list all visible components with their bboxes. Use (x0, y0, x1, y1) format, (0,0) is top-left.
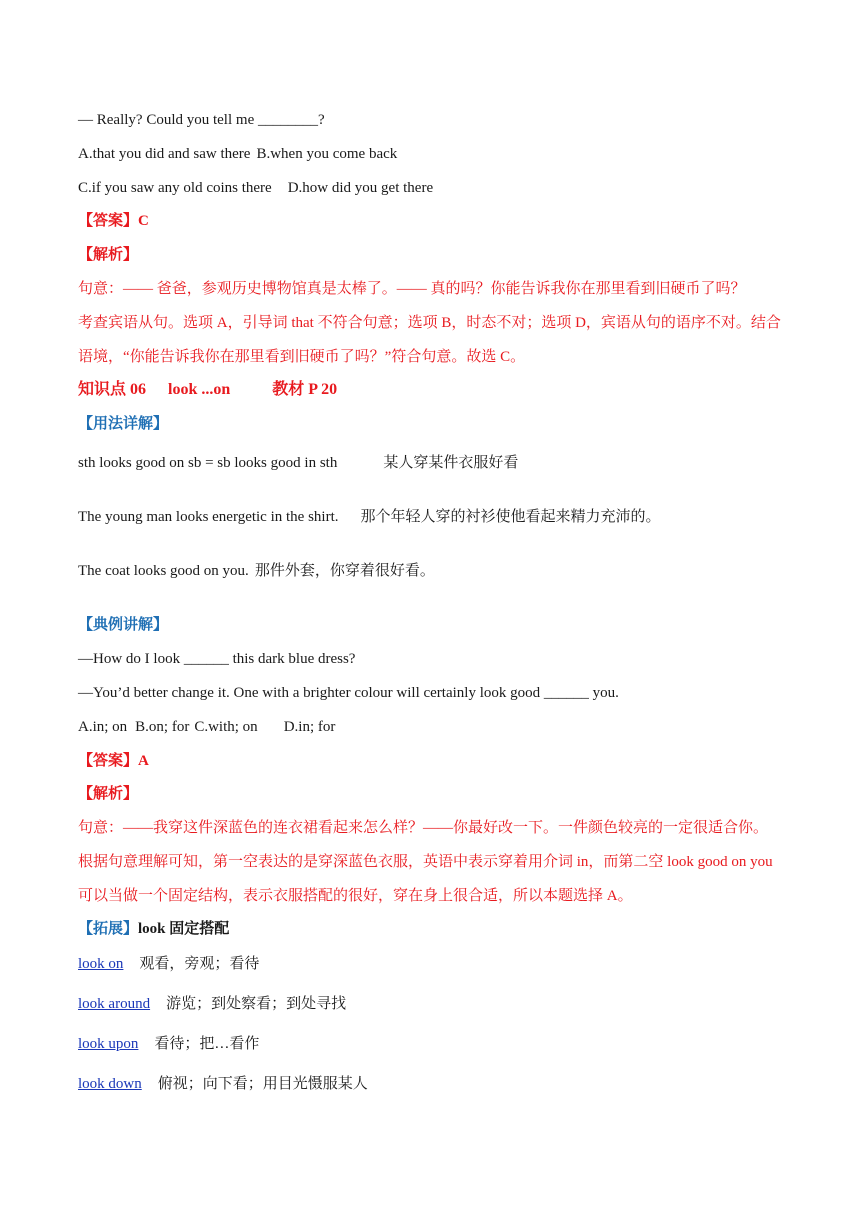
example-options: A.in; on B.on; for C.with; on D.in; for (78, 719, 336, 735)
analysis2-text-3: 可以当做一个固定结构，表示衣服搭配的很好，穿在身上很合适，所以本题选择 A。 (78, 888, 633, 904)
example-line-1: —How do I look ______ this dark blue dress? (78, 651, 356, 667)
extension-heading: 【拓展】look 固定搭配 (78, 921, 230, 937)
analysis-text-3: 语境，“你能告诉我你在那里看到旧硬币了吗？”符合句意。故选 C。 (78, 349, 526, 365)
option-c: C.if you saw any old coins there (78, 180, 272, 196)
analysis2-text-2: 根据句意理解可知，第一空表达的是穿深蓝色衣服，英语中表示穿着用介词 in，而第二空 look good on you (78, 854, 773, 870)
analysis-label-2: 【解析】 (78, 786, 139, 802)
usage-line-3: The coat looks good on you. 那件外套，你穿着很好看。 (78, 563, 435, 579)
analysis-text-2: 考查宾语从句。选项 A，引导词 that 不符合句意；选项 B，时态不对；选项 D，宾语从句的语序不对。结合 (78, 315, 781, 331)
phrase-row: look around 游览；到处察看；到处寻找 (78, 996, 347, 1012)
example-label: 【典例讲解】 (78, 617, 169, 633)
section-heading: 知识点 06 look ...on 教材 P 20 (78, 381, 338, 398)
analysis2-text-1: 句意：——我穿这件深蓝色的连衣裙看起来怎么样？——你最好改一下。一件颜色较亮的一定很适合你。 (78, 820, 769, 836)
phrase-link-look-upon[interactable]: look upon (78, 1036, 139, 1052)
option-b: B.when you come back (256, 146, 398, 162)
usage-line-1: sth looks good on sb = sb looks good in sth 某人穿某件衣服好看 (78, 455, 519, 471)
usage-label: 【用法详解】 (78, 416, 169, 432)
phrase-link-look-down[interactable]: look down (78, 1076, 142, 1092)
question-line-1: — Really? Could you tell me ________? (78, 112, 325, 128)
answer-label-1: 【答案】C (78, 213, 149, 229)
answer-label-2: 【答案】A (78, 753, 149, 769)
analysis-label-1: 【解析】 (78, 247, 139, 263)
question-options-2 (78, 178, 800, 198)
phrase-row: look down 俯视；向下看；用目光慑服某人 (78, 1076, 368, 1092)
question-options-1 (78, 144, 800, 164)
phrase-link-look-around[interactable]: look around (78, 996, 151, 1012)
option-a: A.that you did and saw there (78, 146, 251, 162)
analysis-text-1: 句意：—— 爸爸，参观历史博物馆真是太棒了。—— 真的吗？你能告诉我你在那里看到旧硬币了吗？ (78, 281, 746, 297)
example-line-2: —You’d better change it. One with a brighter colour will certainly look good ______ you. (78, 685, 619, 701)
option-d: D.how did you get there (287, 180, 434, 196)
phrase-row: look upon 看待；把…看作 (78, 1036, 260, 1052)
phrase-link-look-on[interactable]: look on (78, 956, 124, 972)
phrase-row: look on 观看，旁观；看待 (78, 956, 260, 972)
usage-line-2: The young man looks energetic in the shirt. 那个年轻人穿的衬衫使他看起来精力充沛的。 (78, 509, 661, 525)
